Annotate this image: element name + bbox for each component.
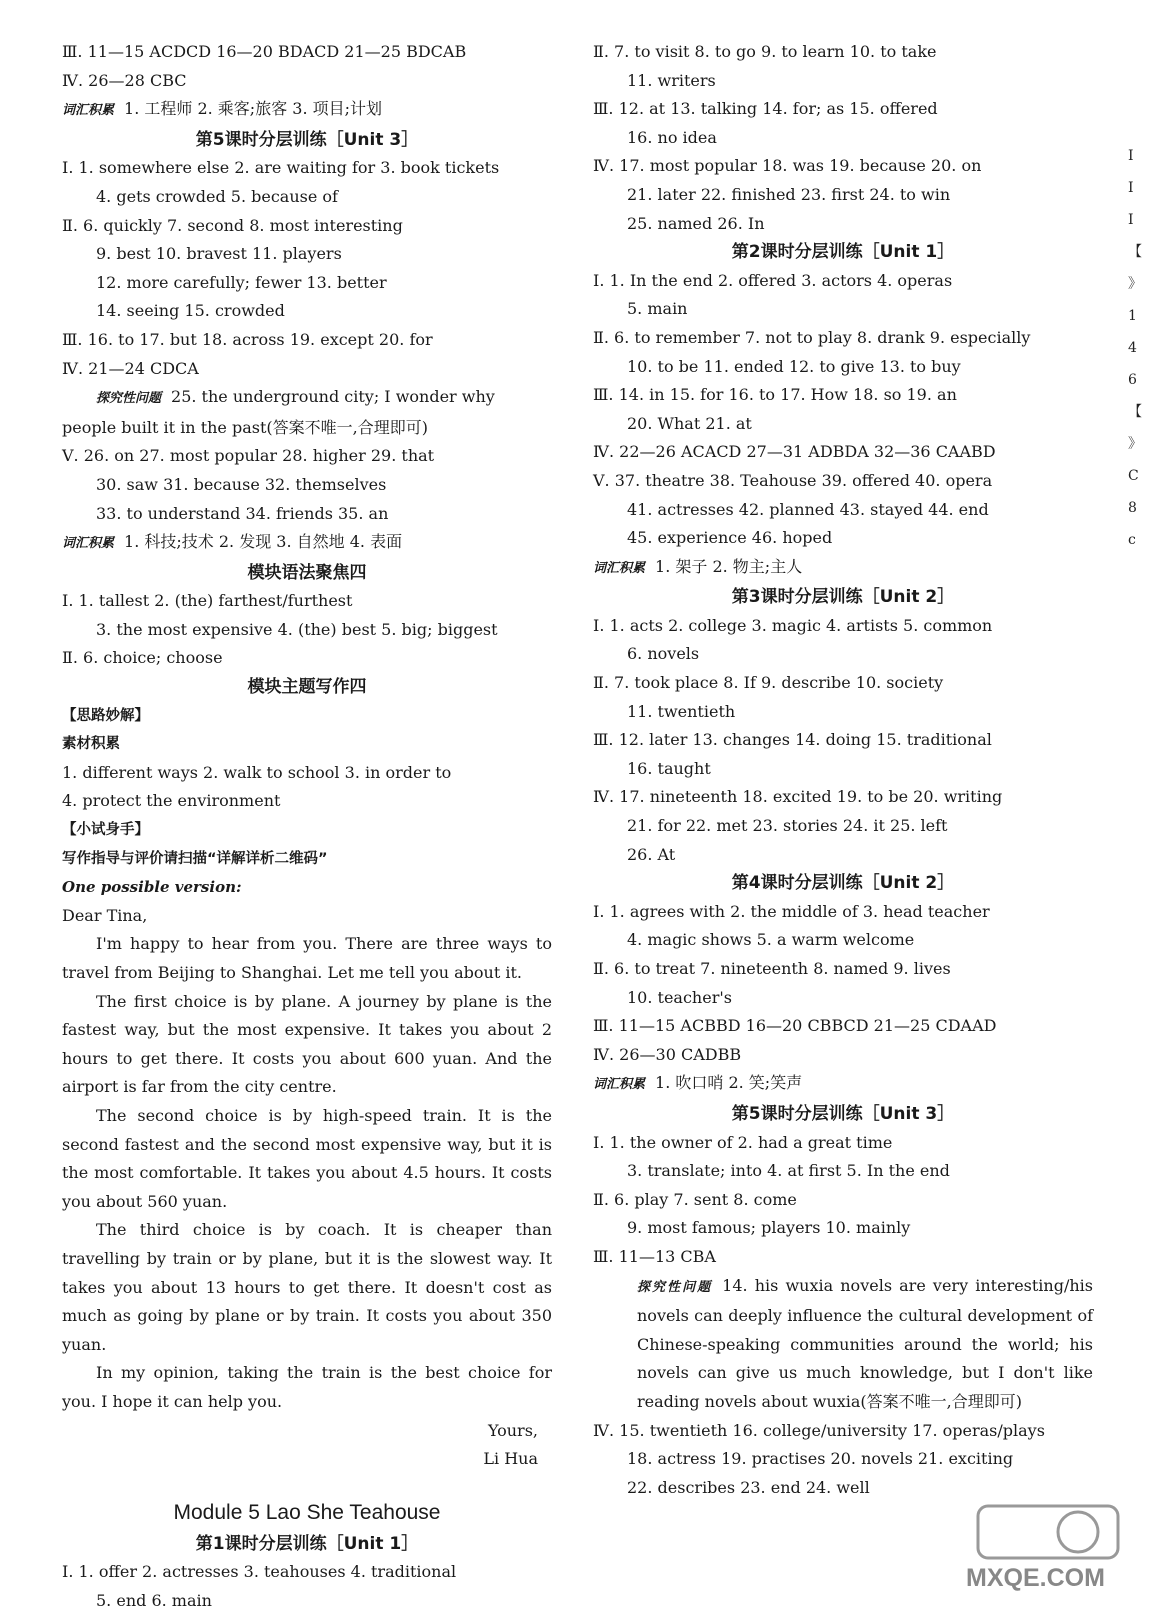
answer-line: Ⅰ. 1. tallest 2. (the) farthest/furthest [62,591,353,611]
adjacent-page-edge [1128,140,1150,556]
answer-line-continued: 22. describes 23. end 24. well [627,1477,870,1497]
answer-column-right [593,38,1093,1502]
answer-line: Ⅲ. 12. at 13. talking 14. for; as 15. offered [593,99,938,119]
answer-line: Ⅱ. 7. to visit 8. to go 9. to learn 10. to take [593,42,937,61]
edge-character: 8 [1128,500,1137,516]
answer-line-continued: 10. teacher's [627,987,732,1007]
essay-paragraph: The second choice is by high-speed train. It is the second fastest and the second most expensive way, but it is the most comfortable. It takes you about 4.5 hours. It costs you about 560 yuan. [62,1105,552,1211]
answer-line-continued: 25. named 26. In [627,213,765,233]
edge-character: 【 [1128,244,1142,260]
vocabulary-line [62,95,552,126]
answer-line-continued: 26. At [627,844,676,864]
answer-line-continued: 45. experience 46. hoped [627,528,833,548]
answer-line: Ⅱ. 6. quickly 7. second 8. most interesting [62,215,403,235]
answer-line: Ⅲ. 11—15 ACBBD 16—20 CBBCD 21—25 CDAAD [593,1016,997,1036]
vocabulary-line [593,553,1093,584]
vocabulary-line [62,528,552,559]
answer-line: Ⅰ. 1. acts 2. college 3. magic 4. artists 5. common [593,615,993,635]
answer-line-continued: 16. taught [627,758,711,778]
answer-line: Ⅰ. 1. somewhere else 2. are waiting for 3. book tickets [62,158,500,178]
edge-character: 1 [1128,308,1137,324]
answer-line: Ⅰ. 1. offer 2. actresses 3. teahouses 4. traditional [62,1562,457,1582]
answer-line-continued: 16. no idea [627,127,717,147]
inquiry-answer [593,1272,1093,1417]
answer-line: Ⅲ. 11—15 ACDCD 16—20 BDACD 21—25 BDCAB [62,42,467,61]
answer-line-continued: 41. actresses 42. planned 43. stayed 44. end [627,499,989,519]
answer-line-continued: 3. translate; into 4. at first 5. In the end [627,1161,950,1181]
answer-line-continued: 5. main [627,299,688,319]
answer-line-continued: 33. to understand 34. friends 35. an [96,503,389,523]
answer-text: 14. his wuxia novels are very interesting/his novels can deeply influence the cultural development of Chinese-speaking communities around the world; his novels can give us much knowledge, but I don't like reading novels about wuxia(答案不唯一,合理即可) [637,1275,1093,1411]
version-label: One possible version: [62,878,242,897]
answer-line: Ⅳ. 15. twentieth 16. college/university 17. operas/plays [593,1420,1045,1440]
answer-line: Ⅴ. 26. on 27. most popular 28. higher 29. that [62,446,435,466]
section-heading: 第4课时分层训练［Unit 2］ [731,873,955,894]
edge-character: I [1128,212,1134,228]
subsection-label: 写作指导与评价请扫描“详解详析二维码” [62,850,328,867]
section-heading: 第1课时分层训练［Unit 1］ [195,1533,419,1554]
edge-character: C [1128,468,1139,484]
answer-line: Ⅰ. 1. agrees with 2. the middle of 3. head teacher [593,901,990,921]
answer-column-left [62,38,552,1615]
vocabulary-tag: 词汇积累 [593,1077,646,1093]
answer-line-continued: 11. twentieth [627,701,736,721]
essay-paragraph: I'm happy to hear from you. There are three ways to travel from Beijing to Shanghai. Let me tell you about it. [62,934,552,982]
inquiry-tag: 探究性问题 [637,1279,713,1295]
letter-signature: Li Hua [483,1449,538,1469]
subsection-label: 【小试身手】 [62,822,149,839]
answer-line-continued: 30. saw 31. because 32. themselves [96,474,387,494]
answer-line-continued: 21. later 22. finished 23. first 24. to win [627,184,951,204]
answer-line: Ⅲ. 14. in 15. for 16. to 17. How 18. so 19. an [593,385,957,405]
edge-character: c [1128,532,1136,548]
answer-line-continued: 10. to be 11. ended 12. to give 13. to buy [627,356,961,376]
answer-line: Ⅰ. 1. In the end 2. offered 3. actors 4. operas [593,270,953,290]
section-heading: 第3课时分层训练［Unit 2］ [731,587,955,608]
section-heading: 第2课时分层训练［Unit 1］ [731,242,955,263]
section-heading: 模块语法聚焦四 [247,562,367,583]
answer-line: Ⅱ. 7. took place 8. If 9. describe 10. society [593,673,944,693]
answer-line-continued: 5. end 6. main [96,1590,212,1610]
subsection-label: 素材积累 [62,736,120,753]
edge-character: I [1128,148,1134,164]
module-title: Module 5 Lao She Teahouse [173,1500,441,1524]
vocabulary-tag: 词汇积累 [62,103,115,119]
answer-line: Ⅴ. 37. theatre 38. Teahouse 39. offered 40. opera [593,470,993,490]
text-line: 1. different ways 2. walk to school 3. in order to [62,762,452,782]
answer-line: Ⅰ. 1. the owner of 2. had a great time [593,1132,893,1152]
answer-line: Ⅱ. 6. to remember 7. not to play 8. drank 9. especially [593,327,1031,347]
section-heading: 第5课时分层训练［Unit 3］ [731,1103,955,1124]
answer-line: Ⅲ. 16. to 17. but 18. across 19. except 20. for [62,329,433,349]
answer-text: 25. the underground city; I wonder why [171,387,495,407]
answer-line: Ⅳ. 26—28 CBC [62,70,187,90]
essay-paragraph: In my opinion, taking the train is the best choice for you. I hope it can help you. [62,1363,552,1411]
subsection-label: 【思路妙解】 [62,707,149,724]
answer-line: Ⅱ. 6. play 7. sent 8. come [593,1189,797,1209]
answer-line: Ⅳ. 17. most popular 18. was 19. because 20. on [593,156,982,176]
answer-line: Ⅳ. 17. nineteenth 18. excited 19. to be 20. writing [593,787,1003,807]
answer-line-continued: 20. What 21. at [627,413,752,433]
edge-character: I [1128,180,1134,196]
edge-character: 》 [1128,436,1142,452]
text-line: people built it in the past(答案不唯一,合理即可) [62,417,428,437]
answer-line: Ⅳ. 26—30 CADBB [593,1044,742,1064]
answer-line-continued: 4. gets crowded 5. because of [96,186,338,206]
answer-line-continued: 12. more carefully; fewer 13. better [96,272,387,292]
answer-line: Ⅱ. 6. to treat 7. nineteenth 8. named 9. lives [593,959,951,978]
answer-text: 1. 科技;技术 2. 发现 3. 自然地 4. 表面 [124,532,403,552]
vocabulary-tag: 词汇积累 [62,536,115,552]
letter-signature: Yours, [487,1420,538,1440]
vocabulary-tag: 词汇积累 [593,560,646,576]
vocabulary-line [593,1069,1093,1100]
answer-line-continued: 21. for 22. met 23. stories 24. it 25. left [627,816,948,836]
essay-paragraph: The first choice is by plane. A journey by plane is the fastest way, but the most expensive. It takes you about 2 hours to get there. It costs you about 600 yuan. And the airport is far from the city centre. [62,991,552,1097]
answer-line: Ⅲ. 11—13 CBA [593,1246,716,1266]
watermark-logo [958,1498,1136,1594]
answer-line-continued: 18. actress 19. practises 20. novels 21. exciting [627,1449,1014,1469]
answer-line-continued: 9. best 10. bravest 11. players [96,244,342,264]
answer-line: Ⅱ. 6. choice; choose [62,648,223,668]
text-line: Dear Tina, [62,905,148,925]
answer-line-continued: 6. novels [627,644,700,664]
section-heading: 模块主题写作四 [247,677,367,698]
answer-text: 1. 架子 2. 物主;主人 [655,556,803,576]
edge-character: 【 [1128,404,1142,420]
inquiry-answer [62,383,552,414]
answer-line: Ⅳ. 22—26 ACACD 27—31 ADBDA 32—36 CAABD [593,442,996,462]
text-line: 4. protect the environment [62,791,281,811]
edge-character: 6 [1128,372,1137,388]
answer-line-continued: 14. seeing 15. crowded [96,301,285,321]
watermark-text: MXQE.COM [966,1564,1105,1592]
answer-line: Ⅲ. 12. later 13. changes 14. doing 15. traditional [593,730,992,750]
answer-line: Ⅳ. 21—24 CDCA [62,358,199,378]
watermark-circle [1058,1512,1098,1552]
edge-character: 4 [1128,340,1137,356]
answer-line-continued: 11. writers [627,70,716,90]
answer-text: 1. 吹口哨 2. 笑;笑声 [655,1073,803,1093]
answer-line-continued: 3. the most expensive 4. (the) best 5. big; biggest [96,619,498,639]
essay-paragraph: The third choice is by coach. It is cheaper than travelling by train or by plane, but it is the slowest way. It takes you about 13 hours to get there. It doesn't cost as much as going by plane or by train. It costs you about 350 yuan. [62,1220,552,1354]
edge-character: 》 [1128,276,1142,292]
answer-line-continued: 4. magic shows 5. a warm welcome [627,930,915,950]
answer-line-continued: 9. most famous; players 10. mainly [627,1218,911,1238]
section-heading: 第5课时分层训练［Unit 3］ [195,129,419,150]
answer-text: 1. 工程师 2. 乘客;旅客 3. 项目;计划 [124,99,383,119]
inquiry-tag: 探究性问题 [96,391,162,407]
